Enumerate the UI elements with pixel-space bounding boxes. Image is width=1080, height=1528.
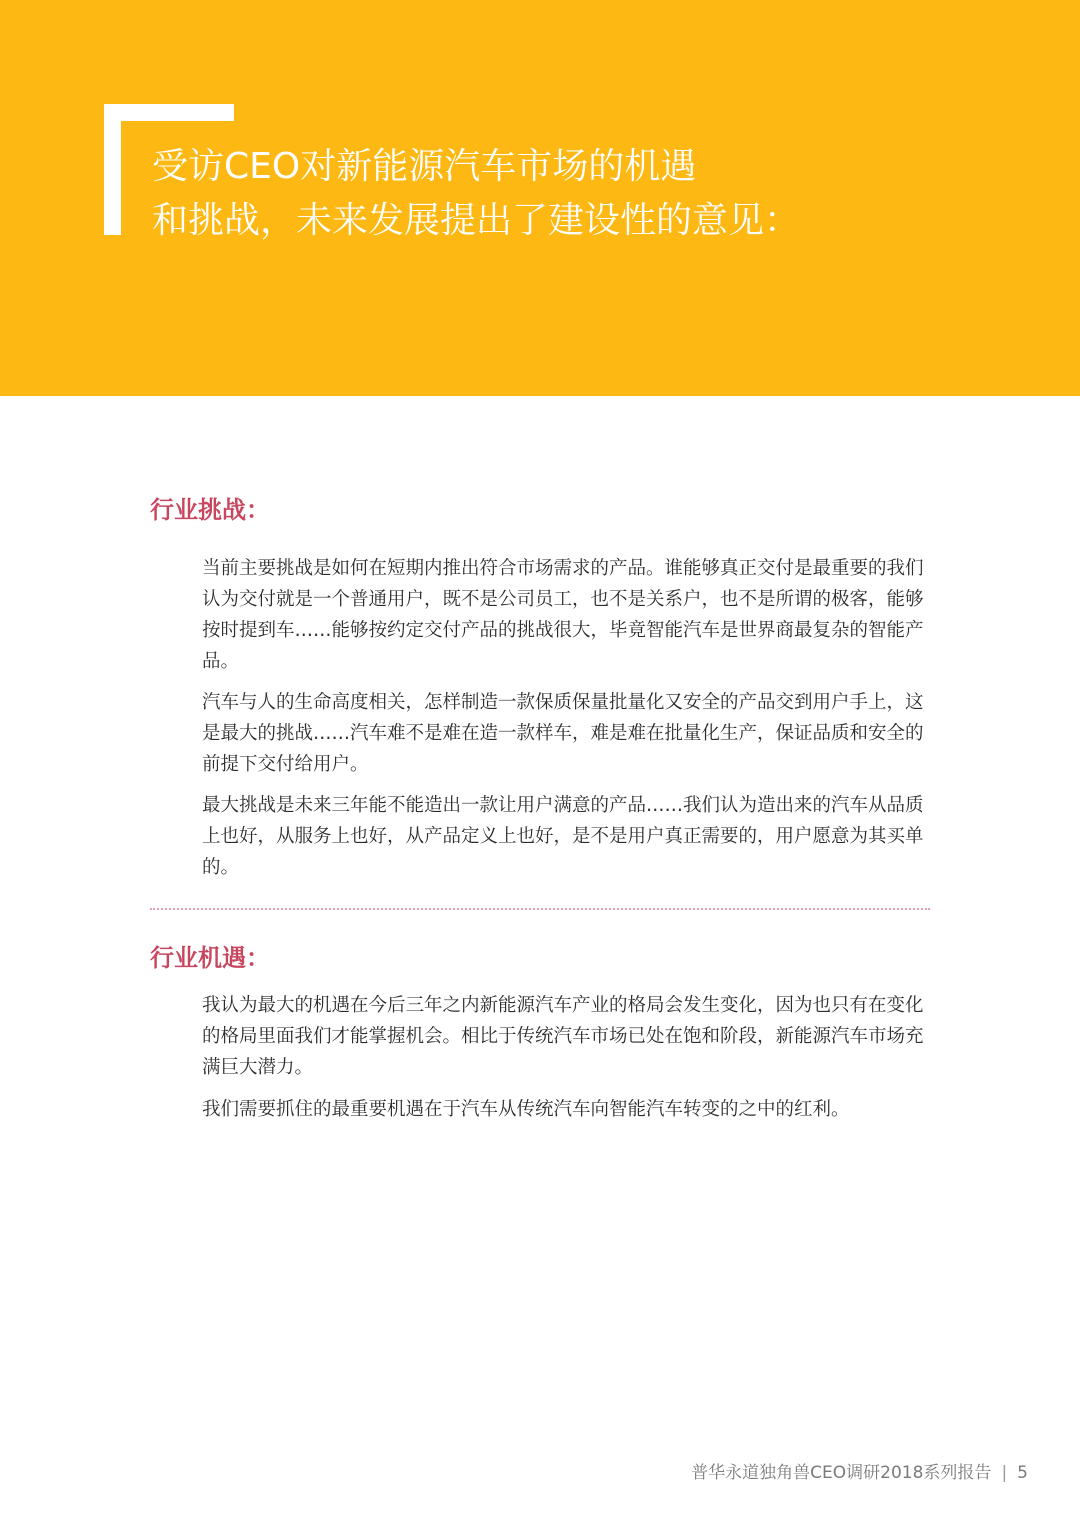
footer-report-title: 普华永道独角兽CEO调研2018系列报告 <box>691 1463 992 1483</box>
opportunities-paragraph-1: 我认为最大的机遇在今后三年之内新能源汽车产业的格局会发生变化，因为也只有在变化的格局里面我们才能掌握机会。相比于传统汽车市场已处在饱和阶段，新能源汽车市场充满巨大潜力。 <box>202 995 924 1078</box>
page-number: 5 <box>1017 1463 1028 1483</box>
challenges-heading: 行业挑战： <box>150 496 270 524</box>
challenges-paragraph-3: 最大挑战是未来三年能不能造出一款让用户满意的产品……我们认为造出来的汽车从品质上也好，从服务上也好，从产品定义上也好，是不是用户真正需要的，用户愿意为其买单的。 <box>202 795 924 878</box>
footer-separator: | <box>1001 1463 1008 1483</box>
header-banner <box>0 0 1080 396</box>
page-title-line-1: 受访CEO对新能源汽车市场的机遇 <box>152 146 697 187</box>
page-title-line-2: 和挑战，未来发展提出了建设性的意见： <box>152 200 801 241</box>
page-footer <box>691 1458 1028 1483</box>
bracket-decoration-left <box>104 104 121 235</box>
section-divider <box>150 908 930 910</box>
page-title <box>152 140 800 248</box>
opportunities-heading: 行业机遇： <box>150 944 270 972</box>
challenges-paragraph-2: 汽车与人的生命高度相关，怎样制造一款保质保量批量化又安全的产品交到用户手上，这是最大的挑战……汽车难不是难在造一款样车，难是难在批量化生产，保证品质和安全的前提下交付给用户。 <box>202 692 924 775</box>
opportunities-paragraph-2: 我们需要抓住的最重要机遇在于汽车从传统汽车向智能汽车转变的之中的红利。 <box>202 1099 850 1120</box>
challenges-paragraph-1: 当前主要挑战是如何在短期内推出符合市场需求的产品。谁能够真正交付是最重要的我们认为交付就是一个普通用户，既不是公司员工，也不是关系户，也不是所谓的极客，能够按时提到车……能够按约定交付产品的挑战很大，毕竟智能汽车是世界商最复杂的智能产品。 <box>202 558 924 672</box>
bracket-decoration-top <box>104 104 234 121</box>
